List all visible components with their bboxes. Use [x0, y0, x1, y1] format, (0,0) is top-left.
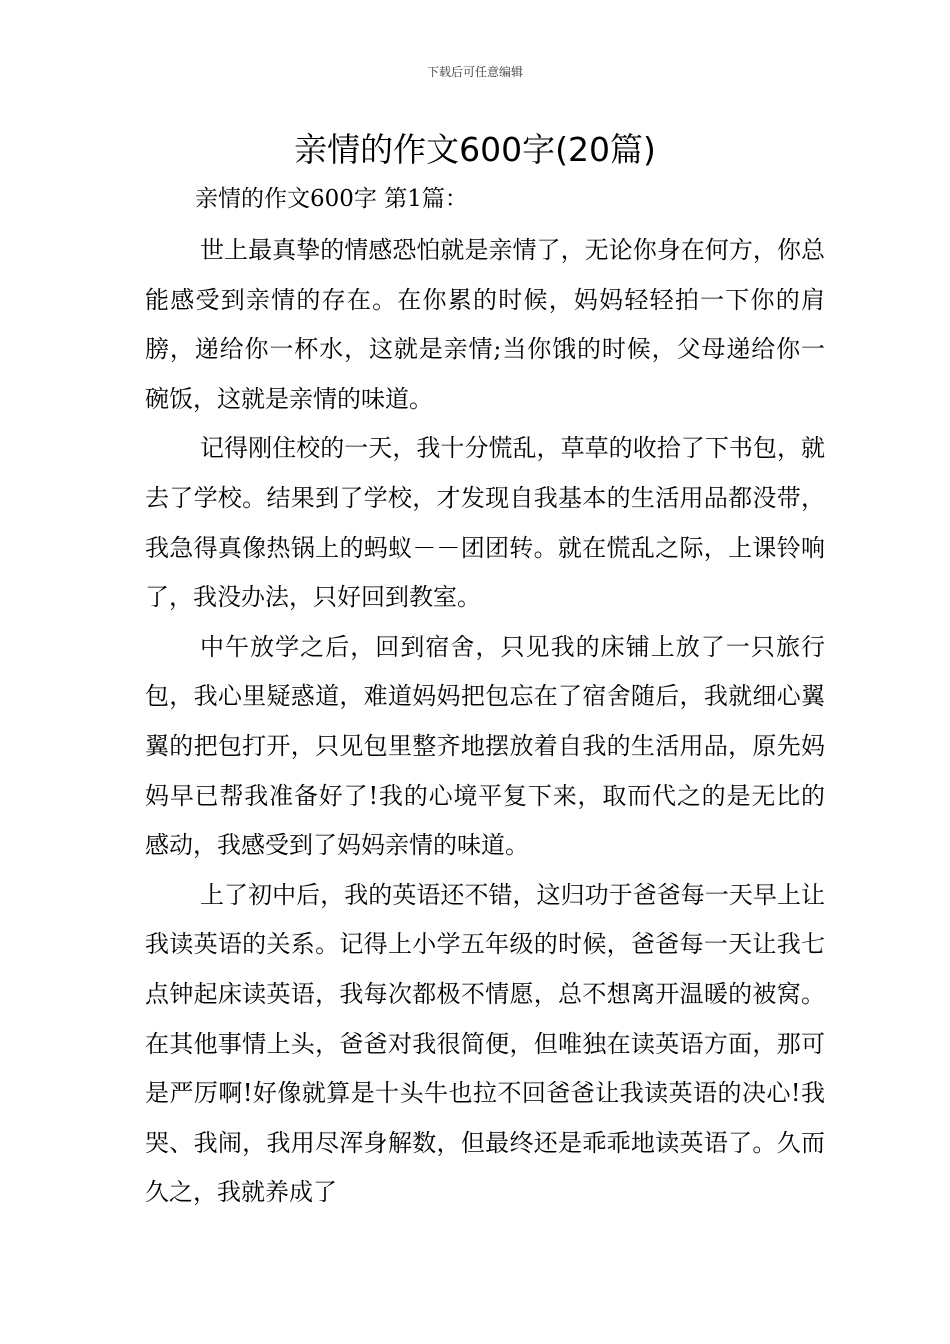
- paragraph-3: 中午放学之后，回到宿舍，只见我的床铺上放了一只旅行包，我心里疑惑道，难道妈妈把包忘在了宿舍随后，我就细心翼翼的把包打开，只见包里整齐地摆放着自我的生活用品，原先妈妈早已帮我准备好了!我的心境平复下来，取而代之的是无比的感动，我感受到了妈妈亲情的味道。: [145, 632, 825, 860]
- header-note: 下载后可任意编辑: [426, 65, 523, 79]
- paragraph-2: 记得刚住校的一天，我十分慌乱，草草的收拾了下书包，就去了学校。结果到了学校，才发现自我基本的生活用品都没带，我急得真像热锅上的蚂蚁－－团团转。就在慌乱之际，上课铃响了，我没办法，只好回到教室。: [145, 434, 825, 612]
- paragraph-1: 世上最真挚的情感恐怕就是亲情了，无论你身在何方，你总能感受到亲情的存在。在你累的时候，妈妈轻轻拍一下你的肩膀，递给你一杯水，这就是亲情;当你饿的时候，父母递给你一碗饭，这就是亲情的味道。: [145, 236, 825, 413]
- page-title: 亲情的作文600字(20篇): [294, 130, 656, 169]
- paragraph-4: 上了初中后，我的英语还不错，这归功于爸爸每一天早上让我读英语的关系。记得上小学五年级的时候，爸爸每一天让我七点钟起床读英语，我每次都极不情愿，总不想离开温暖的被窝。在其他事情上头，爸爸对我很简便，但唯独在读英语方面，那可是严厉啊!好像就算是十头牛也拉不回爸爸让我读英语的决心!我哭、我闹，我用尽浑身解数，但最终还是乖乖地读英语了。久而久之，我就养成了: [145, 880, 825, 1207]
- body-text: [145, 226, 825, 1218]
- section-subtitle: 亲情的作文600字 第1篇：: [195, 186, 468, 212]
